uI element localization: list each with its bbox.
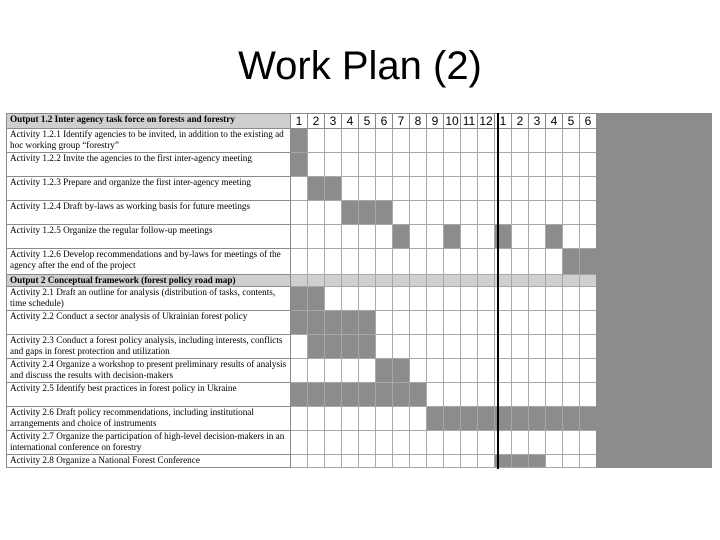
gantt-empty-cell <box>359 407 376 431</box>
gantt-empty-cell <box>580 275 597 287</box>
gantt-empty-cell <box>512 311 529 335</box>
gantt-bar-cell <box>308 177 325 201</box>
gantt-empty-cell <box>410 311 427 335</box>
gantt-empty-cell <box>410 287 427 311</box>
activity-label: Activity 2.8 Organize a National Forest Conference <box>7 455 291 468</box>
header-label: Output 1.2 Inter agency task force on forests and forestry <box>7 114 291 129</box>
gantt-empty-cell <box>563 335 580 359</box>
gantt-bar-cell <box>512 407 529 431</box>
gantt-empty-cell <box>393 287 410 311</box>
gantt-empty-cell <box>580 359 597 383</box>
gantt-empty-cell <box>393 431 410 455</box>
gantt-empty-cell <box>478 225 495 249</box>
gantt-empty-cell <box>308 431 325 455</box>
slide-title: Work Plan (2) <box>238 44 482 88</box>
gantt-empty-cell <box>563 383 580 407</box>
gantt-empty-cell <box>546 129 563 153</box>
gantt-empty-cell <box>546 249 563 275</box>
gantt-empty-cell <box>461 129 478 153</box>
gantt-empty-cell <box>376 225 393 249</box>
gantt-empty-cell <box>546 201 563 225</box>
activity-label: Activity 1.2.2 Invite the agencies to the first inter-agency meeting <box>7 153 291 177</box>
gantt-empty-cell <box>546 275 563 287</box>
gantt-bar-cell <box>308 287 325 311</box>
gantt-bar-cell <box>580 249 597 275</box>
month-header: 2 <box>512 114 529 129</box>
month-header: 8 <box>410 114 427 129</box>
gantt-empty-cell <box>342 153 359 177</box>
gantt-empty-cell <box>461 201 478 225</box>
gantt-empty-cell <box>427 153 444 177</box>
gantt-empty-cell <box>546 431 563 455</box>
gantt-empty-cell <box>529 335 546 359</box>
gantt-empty-cell <box>478 153 495 177</box>
gantt-empty-cell <box>563 311 580 335</box>
gantt-empty-cell <box>308 455 325 468</box>
gantt-empty-cell <box>461 335 478 359</box>
gantt-empty-cell <box>410 129 427 153</box>
gantt-bar-cell <box>580 407 597 431</box>
activity-label: Activity 1.2.6 Develop recommendations and by-laws for meetings of the agency after the end of the project <box>7 249 291 275</box>
gantt-empty-cell <box>478 431 495 455</box>
gantt-empty-cell <box>291 431 308 455</box>
gantt-empty-cell <box>546 177 563 201</box>
month-header: 1 <box>291 114 308 129</box>
gantt-empty-cell <box>325 275 342 287</box>
gantt-empty-cell <box>563 275 580 287</box>
gantt-empty-cell <box>410 407 427 431</box>
gantt-empty-cell <box>444 311 461 335</box>
gantt-empty-cell <box>478 201 495 225</box>
gantt-empty-cell <box>563 153 580 177</box>
month-header: 12 <box>479 114 493 128</box>
gantt-empty-cell <box>359 249 376 275</box>
gantt-bar-cell <box>342 311 359 335</box>
gantt-empty-cell <box>478 287 495 311</box>
gantt-empty-cell <box>427 359 444 383</box>
gantt-empty-cell <box>393 275 410 287</box>
gantt-empty-cell <box>529 383 546 407</box>
gantt-empty-cell <box>393 455 410 468</box>
gantt-empty-cell <box>325 129 342 153</box>
gantt-bar-cell <box>359 383 376 407</box>
gantt-empty-cell <box>427 335 444 359</box>
gantt-empty-cell <box>427 275 444 287</box>
gantt-empty-cell <box>359 287 376 311</box>
gantt-empty-cell <box>325 225 342 249</box>
gantt-empty-cell <box>478 359 495 383</box>
gantt-empty-cell <box>342 359 359 383</box>
gantt-empty-cell <box>342 407 359 431</box>
gantt-empty-cell <box>359 431 376 455</box>
gantt-empty-cell <box>444 383 461 407</box>
gantt-empty-cell <box>444 335 461 359</box>
gantt-bar-cell <box>563 407 580 431</box>
gantt-empty-cell <box>580 455 597 468</box>
gantt-empty-cell <box>512 249 529 275</box>
gantt-empty-cell <box>359 225 376 249</box>
gantt-empty-cell <box>512 201 529 225</box>
gantt-empty-cell <box>359 359 376 383</box>
gantt-empty-cell <box>461 455 478 468</box>
gantt-empty-cell <box>410 225 427 249</box>
gantt-empty-cell <box>580 287 597 311</box>
gantt-empty-cell <box>342 177 359 201</box>
activity-label: Activity 1.2.1 Identify agencies to be invited, in addition to the existing ad hoc working group “forestry” <box>7 129 291 153</box>
gantt-empty-cell <box>512 431 529 455</box>
gantt-empty-cell <box>291 225 308 249</box>
gantt-empty-cell <box>461 431 478 455</box>
gantt-empty-cell <box>444 249 461 275</box>
side-panel <box>597 114 712 468</box>
gantt-bar-cell <box>342 383 359 407</box>
gantt-empty-cell <box>478 383 495 407</box>
month-header: 7 <box>393 114 410 129</box>
gantt-empty-cell <box>529 129 546 153</box>
month-header: 6 <box>376 114 393 129</box>
month-header: 3 <box>529 114 546 129</box>
gantt-empty-cell <box>308 225 325 249</box>
gantt-bar-cell <box>291 383 308 407</box>
gantt-empty-cell <box>376 177 393 201</box>
gantt-empty-cell <box>393 407 410 431</box>
gantt-empty-cell <box>478 275 495 287</box>
gantt-empty-cell <box>529 153 546 177</box>
gantt-empty-cell <box>359 275 376 287</box>
gantt-empty-cell <box>444 359 461 383</box>
gantt-bar-cell <box>359 335 376 359</box>
gantt-empty-cell <box>410 201 427 225</box>
gantt-empty-cell <box>512 129 529 153</box>
month-header: 5 <box>563 114 580 129</box>
gantt-bar-cell <box>444 407 461 431</box>
gantt-empty-cell <box>427 177 444 201</box>
month-header: 10 <box>445 114 459 128</box>
gantt-bar-cell <box>376 359 393 383</box>
gantt-empty-cell <box>359 177 376 201</box>
gantt-empty-cell <box>563 455 580 468</box>
gantt-empty-cell <box>444 153 461 177</box>
gantt-bar-cell <box>563 249 580 275</box>
gantt-empty-cell <box>393 153 410 177</box>
output-label: Output 2 Conceptual framework (forest policy road map) <box>7 275 291 287</box>
gantt-empty-cell <box>444 455 461 468</box>
gantt-bar-cell <box>376 383 393 407</box>
month-header: 4 <box>342 114 359 129</box>
activity-label: Activity 2.5 Identify best practices in forest policy in Ukraine <box>7 383 291 407</box>
gantt-empty-cell <box>512 275 529 287</box>
gantt-bar-cell <box>529 455 546 468</box>
month-header: 4 <box>546 114 563 129</box>
gantt-empty-cell <box>325 455 342 468</box>
gantt-empty-cell <box>376 431 393 455</box>
gantt-empty-cell <box>546 335 563 359</box>
gantt-empty-cell <box>444 129 461 153</box>
gantt-empty-cell <box>512 359 529 383</box>
month-header: 3 <box>325 114 342 129</box>
gantt-bar-cell <box>393 359 410 383</box>
gantt-bar-cell <box>427 407 444 431</box>
gantt-empty-cell <box>444 287 461 311</box>
gantt-empty-cell <box>376 455 393 468</box>
gantt-bar-cell <box>325 177 342 201</box>
gantt-empty-cell <box>478 249 495 275</box>
gantt-bar-cell <box>291 311 308 335</box>
gantt-empty-cell <box>376 335 393 359</box>
gantt-bar-cell <box>376 201 393 225</box>
gantt-empty-cell <box>342 455 359 468</box>
gantt-empty-cell <box>427 383 444 407</box>
gantt-empty-cell <box>529 201 546 225</box>
gantt-empty-cell <box>580 201 597 225</box>
gantt-body <box>7 114 712 468</box>
gantt-empty-cell <box>580 177 597 201</box>
gantt-empty-cell <box>427 201 444 225</box>
gantt-empty-cell <box>342 249 359 275</box>
gantt-empty-cell <box>563 201 580 225</box>
gantt-empty-cell <box>376 311 393 335</box>
gantt-empty-cell <box>410 335 427 359</box>
gantt-empty-cell <box>410 275 427 287</box>
gantt-empty-cell <box>512 177 529 201</box>
gantt-empty-cell <box>461 249 478 275</box>
gantt-empty-cell <box>427 129 444 153</box>
month-header: 6 <box>580 114 597 129</box>
header-row <box>7 114 712 129</box>
gantt-empty-cell <box>546 311 563 335</box>
gantt-empty-cell <box>529 249 546 275</box>
gantt-bar-cell <box>342 335 359 359</box>
gantt-bar-cell <box>461 407 478 431</box>
gantt-empty-cell <box>461 383 478 407</box>
gantt-empty-cell <box>563 359 580 383</box>
month-header: 9 <box>427 114 444 129</box>
gantt-empty-cell <box>444 177 461 201</box>
gantt-empty-cell <box>410 177 427 201</box>
activity-label: Activity 2.6 Draft policy recommendations, including institutional arrangements and choice of instruments <box>7 407 291 431</box>
month-header: 1 <box>495 114 512 129</box>
activity-label: Activity 1.2.4 Draft by-laws as working basis for future meetings <box>7 201 291 225</box>
gantt-empty-cell <box>342 431 359 455</box>
gantt-bar-cell <box>342 201 359 225</box>
gantt-empty-cell <box>359 153 376 177</box>
gantt-empty-cell <box>529 275 546 287</box>
work-plan-gantt <box>6 113 712 468</box>
activity-label: Activity 2.3 Conduct a forest policy analysis, including interests, conflicts and gaps in forest protection and utilization <box>7 335 291 359</box>
gantt-empty-cell <box>512 335 529 359</box>
gantt-bar-cell <box>308 383 325 407</box>
gantt-empty-cell <box>512 287 529 311</box>
gantt-empty-cell <box>376 287 393 311</box>
gantt-empty-cell <box>529 287 546 311</box>
gantt-empty-cell <box>325 287 342 311</box>
gantt-empty-cell <box>478 177 495 201</box>
gantt-empty-cell <box>427 225 444 249</box>
gantt-empty-cell <box>529 177 546 201</box>
gantt-empty-cell <box>308 153 325 177</box>
gantt-empty-cell <box>427 249 444 275</box>
gantt-bar-cell <box>291 287 308 311</box>
gantt-empty-cell <box>325 153 342 177</box>
gantt-bar-cell <box>410 383 427 407</box>
gantt-bar-cell <box>512 455 529 468</box>
gantt-bar-cell <box>308 335 325 359</box>
gantt-bar-cell <box>546 225 563 249</box>
gantt-empty-cell <box>546 153 563 177</box>
gantt-empty-cell <box>461 359 478 383</box>
gantt-empty-cell <box>546 455 563 468</box>
gantt-empty-cell <box>427 455 444 468</box>
gantt-empty-cell <box>580 431 597 455</box>
gantt-empty-cell <box>342 129 359 153</box>
gantt-empty-cell <box>478 129 495 153</box>
gantt-empty-cell <box>444 201 461 225</box>
gantt-empty-cell <box>410 455 427 468</box>
year-boundary-line <box>497 113 499 469</box>
gantt-empty-cell <box>427 287 444 311</box>
gantt-empty-cell <box>478 455 495 468</box>
activity-label: Activity 1.2.3 Prepare and organize the first inter-agency meeting <box>7 177 291 201</box>
gantt-empty-cell <box>342 225 359 249</box>
gantt-empty-cell <box>291 407 308 431</box>
month-header: 5 <box>359 114 376 129</box>
gantt-empty-cell <box>444 431 461 455</box>
gantt-bar-cell <box>546 407 563 431</box>
month-header: 2 <box>308 114 325 129</box>
gantt-empty-cell <box>563 431 580 455</box>
gantt-bar-cell <box>529 407 546 431</box>
gantt-empty-cell <box>308 359 325 383</box>
gantt-empty-cell <box>512 153 529 177</box>
gantt-empty-cell <box>427 311 444 335</box>
gantt-bar-cell <box>359 201 376 225</box>
gantt-empty-cell <box>376 153 393 177</box>
gantt-empty-cell <box>461 153 478 177</box>
gantt-empty-cell <box>546 287 563 311</box>
gantt-empty-cell <box>512 225 529 249</box>
gantt-empty-cell <box>410 249 427 275</box>
gantt-empty-cell <box>359 455 376 468</box>
gantt-empty-cell <box>461 177 478 201</box>
gantt-empty-cell <box>461 287 478 311</box>
gantt-empty-cell <box>580 383 597 407</box>
gantt-empty-cell <box>512 383 529 407</box>
gantt-empty-cell <box>325 201 342 225</box>
gantt-empty-cell <box>580 129 597 153</box>
gantt-empty-cell <box>376 249 393 275</box>
gantt-empty-cell <box>393 129 410 153</box>
gantt-empty-cell <box>461 311 478 335</box>
gantt-empty-cell <box>325 359 342 383</box>
gantt-empty-cell <box>393 177 410 201</box>
activity-label: Activity 2.7 Organize the participation of high-level decision-makers in an international conference on forestry <box>7 431 291 455</box>
gantt-bar-cell <box>393 383 410 407</box>
gantt-empty-cell <box>393 249 410 275</box>
gantt-empty-cell <box>529 225 546 249</box>
gantt-empty-cell <box>410 153 427 177</box>
gantt-empty-cell <box>580 311 597 335</box>
gantt-empty-cell <box>291 177 308 201</box>
gantt-bar-cell <box>291 129 308 153</box>
gantt-bar-cell <box>393 225 410 249</box>
gantt-empty-cell <box>291 359 308 383</box>
month-header: 11 <box>461 114 478 129</box>
gantt-empty-cell <box>427 431 444 455</box>
gantt-empty-cell <box>325 249 342 275</box>
gantt-empty-cell <box>393 335 410 359</box>
gantt-bar-cell <box>325 335 342 359</box>
gantt-empty-cell <box>410 431 427 455</box>
gantt-empty-cell <box>478 311 495 335</box>
gantt-empty-cell <box>461 275 478 287</box>
gantt-empty-cell <box>563 177 580 201</box>
gantt-empty-cell <box>580 153 597 177</box>
gantt-empty-cell <box>291 335 308 359</box>
gantt-empty-cell <box>444 275 461 287</box>
gantt-empty-cell <box>291 455 308 468</box>
gantt-empty-cell <box>376 129 393 153</box>
activity-label: Activity 2.1 Draft an outline for analysis (distribution of tasks, contents, time schedule) <box>7 287 291 311</box>
gantt-empty-cell <box>529 311 546 335</box>
gantt-bar-cell <box>444 225 461 249</box>
gantt-empty-cell <box>580 225 597 249</box>
gantt-empty-cell <box>546 359 563 383</box>
gantt-empty-cell <box>410 359 427 383</box>
gantt-empty-cell <box>359 129 376 153</box>
gantt-bar-cell <box>325 311 342 335</box>
gantt-empty-cell <box>546 383 563 407</box>
gantt-empty-cell <box>529 431 546 455</box>
gantt-empty-cell <box>291 249 308 275</box>
gantt-empty-cell <box>461 225 478 249</box>
activity-label: Activity 2.4 Organize a workshop to present preliminary results of analysis and discuss the results with decision-makers <box>7 359 291 383</box>
gantt-empty-cell <box>563 287 580 311</box>
gantt-empty-cell <box>308 129 325 153</box>
gantt-empty-cell <box>393 311 410 335</box>
gantt-bar-cell <box>308 311 325 335</box>
gantt-empty-cell <box>308 275 325 287</box>
gantt-bar-cell <box>325 383 342 407</box>
gantt-empty-cell <box>325 431 342 455</box>
gantt-empty-cell <box>376 275 393 287</box>
gantt-empty-cell <box>308 249 325 275</box>
gantt-empty-cell <box>308 407 325 431</box>
gantt-empty-cell <box>325 407 342 431</box>
gantt-empty-cell <box>376 407 393 431</box>
gantt-empty-cell <box>563 225 580 249</box>
activity-label: Activity 2.2 Conduct a sector analysis of Ukrainian forest policy <box>7 311 291 335</box>
gantt-empty-cell <box>529 359 546 383</box>
gantt-empty-cell <box>393 201 410 225</box>
gantt-empty-cell <box>478 335 495 359</box>
gantt-bar-cell <box>359 311 376 335</box>
gantt-empty-cell <box>580 335 597 359</box>
activity-label: Activity 1.2.5 Organize the regular follow-up meetings <box>7 225 291 249</box>
gantt-empty-cell <box>291 275 308 287</box>
gantt-empty-cell <box>563 129 580 153</box>
gantt-bar-cell <box>291 153 308 177</box>
gantt-empty-cell <box>342 287 359 311</box>
gantt-bar-cell <box>478 407 495 431</box>
gantt-empty-cell <box>308 201 325 225</box>
gantt-empty-cell <box>291 201 308 225</box>
gantt-empty-cell <box>342 275 359 287</box>
